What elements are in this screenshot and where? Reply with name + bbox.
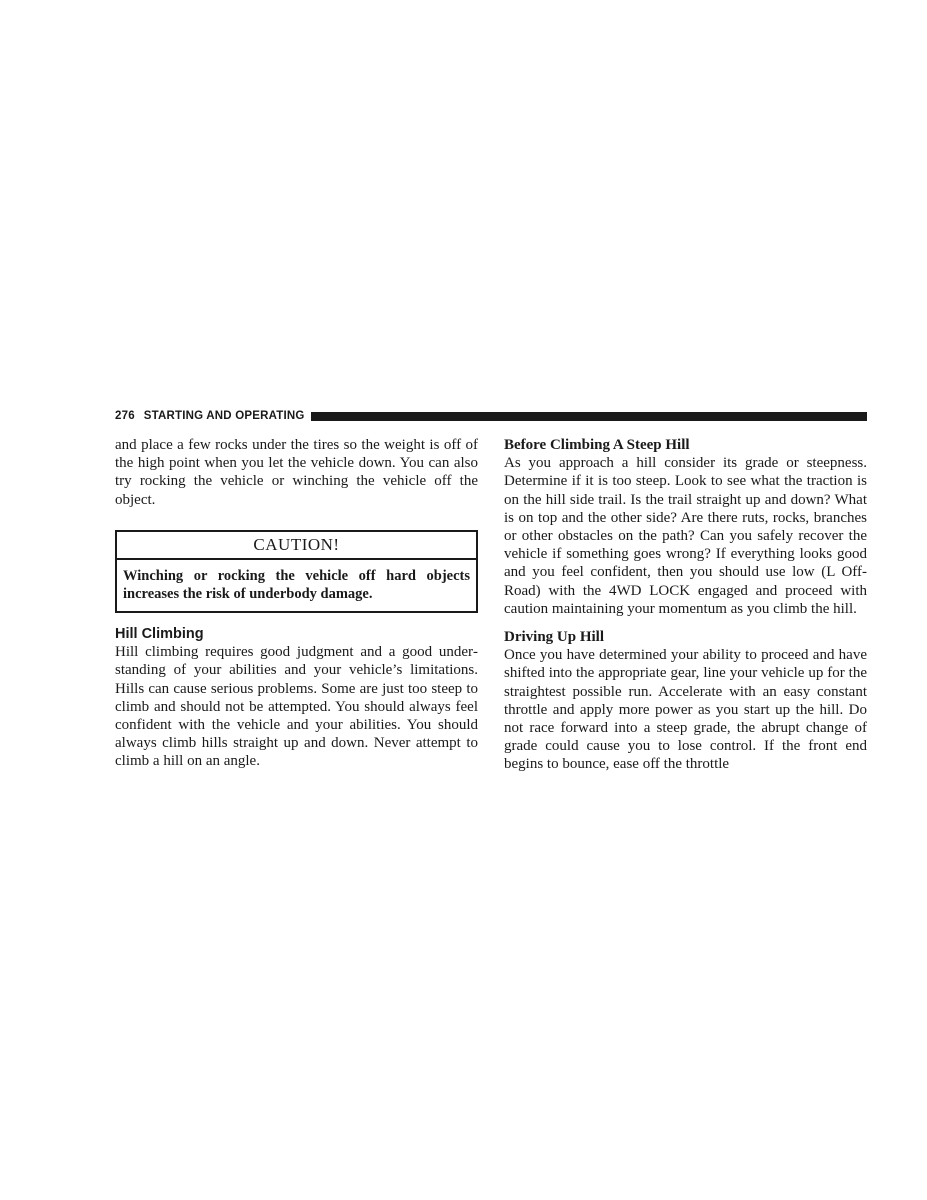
driving-up-paragraph: Once you have determined your ability to proceed and have shifted into the appropriate gear, line your vehicle up for the straightest possible run. Accelerate with an easy constant throttle and apply more power as you start up the hill. Do not race forward into a steep grade, the abrupt change of grade could cause you to lose control. If the front end begins to bounce, ease off the throttle [504,647,867,773]
caution-text: Winching or rocking the vehicle off hard objects increases the risk of underbody damage. [123,567,470,603]
hill-climbing-heading: Hill Climbing [115,626,204,643]
intro-paragraph: and place a few rocks under the tires so the weight is off of the high point when you let the vehicle down. You can also try rocking the vehicle or winching the vehicle off the object. [115,437,478,508]
before-climbing-paragraph: As you approach a hill consider its grade or steepness. Determine if it is too steep. Look to see what the traction is on the hill side trail. Is the trail straight up and down? What is on top and the other side? Are there ruts, rocks, branches or other obstacles on the path? Can you safely recover the vehicle if something goes wrong? If everything looks good and you feel confident, then you should use low (L Off-Road) with the 4WD LOCK engaged and proceed with caution maintaining your momentum as you climb the hill. [504,455,867,617]
before-climbing-heading: Before Climbing A Steep Hill [504,437,690,453]
left-column [115,436,478,771]
right-column [504,436,867,774]
caution-title: CAUTION! [117,532,476,560]
section-title: STARTING AND OPERATING [143,410,305,422]
header-rule [311,412,867,421]
page-header [115,408,867,424]
page-number: 276 [115,410,135,422]
driving-up-heading: Driving Up Hill [504,629,605,646]
caution-box [115,530,478,613]
hill-climbing-paragraph: Hill climbing requires good judgment and a good understanding of your abilities and your vehicle’s limitations. Hills can cause serious problems. Some are just too steep to climb and should not be attempted. You should always feel confident with the vehicle and your abilities. You should always climb hills straight up and down. Never attempt to climb a hill on an angle. [115,644,478,770]
